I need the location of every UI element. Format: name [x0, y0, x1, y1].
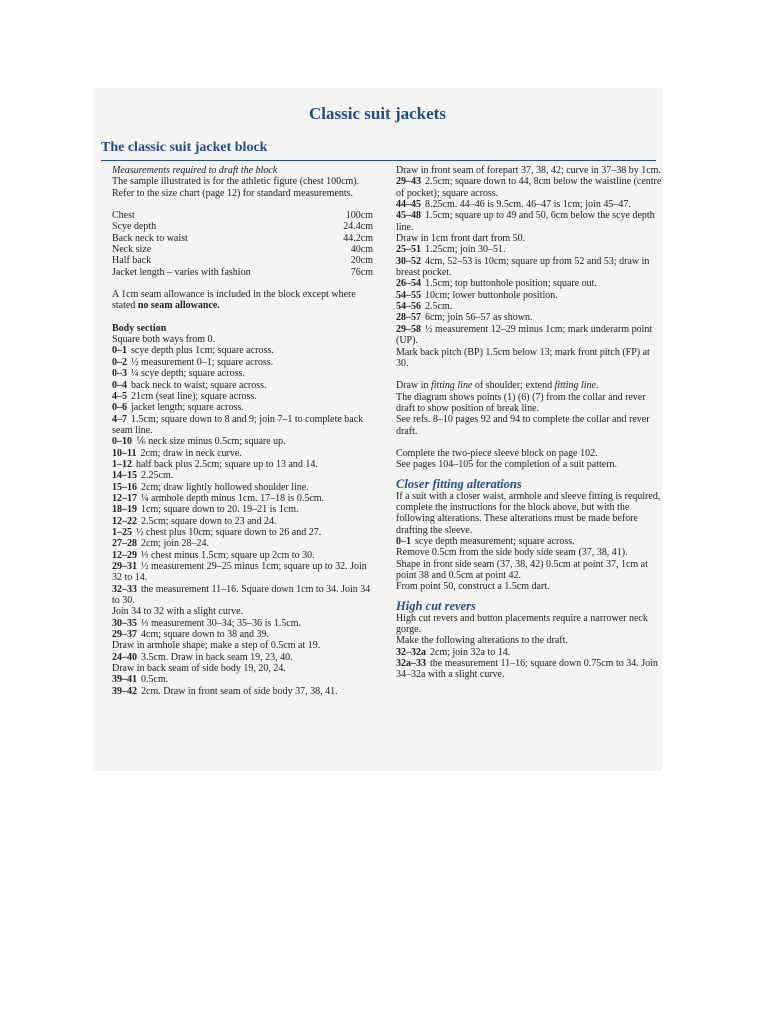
measurements-heading: Measurements required to draft the block	[112, 165, 278, 176]
draft-step	[112, 414, 378, 437]
step-code: 29–31	[112, 561, 137, 572]
draft-step	[112, 391, 378, 402]
left-column	[112, 165, 378, 697]
draft-step	[396, 176, 662, 199]
step-text: 2cm; draw in neck curve.	[140, 447, 242, 459]
step-code: 10–11	[112, 447, 137, 459]
draft-step	[396, 256, 662, 279]
draft-step	[112, 459, 378, 470]
step-text: 3.5cm. Draw in back seam 19, 23, 40.	[141, 651, 293, 663]
fitting-text-c: of shoulder; extend	[474, 380, 553, 392]
draft-step	[112, 538, 378, 549]
step-text: ¼ armhole depth minus 1cm. 17–18 is 0.5cm.	[141, 492, 325, 504]
measurement-label: Back neck to waist	[112, 232, 188, 244]
body-section-heading: Body section	[112, 322, 167, 334]
step-code: 0–1	[112, 345, 127, 357]
step-code: 45–48	[396, 210, 421, 222]
draft-step	[112, 402, 378, 413]
step-code: 25–51	[396, 244, 421, 256]
draft-step	[396, 536, 662, 547]
measurements-list	[112, 210, 378, 278]
forepart-steps-list	[396, 176, 662, 233]
step-text: 1.5cm; square down to 8 and 9; join 7–1 to complete back seam line.	[112, 413, 364, 436]
step-text: ½ measurement 0–1; square across.	[131, 356, 274, 368]
step-text: back neck to waist; square across.	[131, 379, 267, 391]
join-line: Join 34 to 32 with a slight curve.	[112, 606, 244, 618]
step-text: 1.25cm; join 30–51.	[425, 244, 506, 256]
step-code: 28–57	[396, 312, 421, 324]
measurement-value: 44.2cm	[343, 232, 373, 244]
draft-step	[112, 527, 378, 538]
body-section-intro: Square both ways from 0.	[112, 334, 216, 346]
high-cut-heading: High cut revers	[396, 598, 476, 613]
step-text: 10cm; lower buttonhole position.	[425, 289, 558, 301]
remove-line: Remove 0.5cm from the side body side seam (37, 38, 41).	[396, 547, 628, 559]
draft-step	[112, 686, 378, 697]
draft-step	[112, 629, 378, 640]
point50-line: From point 50, construct a 1.5cm dart.	[396, 581, 550, 593]
high-cut-steps-list	[396, 647, 662, 681]
step-code: 39–42	[112, 685, 137, 697]
step-code: 0–6	[112, 402, 127, 414]
step-text: 4cm; square down to 38 and 39.	[141, 629, 270, 641]
step-code: 15–16	[112, 481, 137, 493]
high-cut-make-line: Make the following alterations to the draft.	[396, 635, 568, 647]
draft-step	[112, 470, 378, 481]
measurement-label: Scye depth	[112, 221, 157, 233]
step-code: 29–43	[396, 176, 421, 188]
step-code: 32–32a	[396, 646, 426, 658]
draft-step	[396, 290, 662, 301]
step-text: scye depth measurement; square across.	[415, 535, 575, 547]
measurement-value: 76cm	[350, 266, 373, 278]
step-text: the measurement 11–16; square down 0.75cm to 34. Join 34–32a with a slight curve.	[396, 658, 658, 681]
measurement-label: Half back	[112, 255, 152, 267]
step-text: 2cm. Draw in front seam of side body 37, 38, 41.	[141, 685, 338, 697]
step-code: 32a–33	[396, 658, 426, 670]
seam-allowance-bold: no seam allowance.	[137, 300, 220, 312]
draft-step	[112, 550, 378, 561]
step-text: ½ chest plus 10cm; square down to 26 and 27.	[136, 526, 322, 538]
pitch-line: Mark back pitch (BP) 1.5cm below 13; mark front pitch (FP) at 30.	[396, 346, 650, 369]
step-code: 4–7	[112, 413, 127, 425]
section-heading: The classic suit jacket block	[101, 140, 268, 155]
refs-paragraph: See refs. 8–10 pages 92 and 94 to complete the collar and rever draft.	[396, 414, 650, 437]
seam-allowance-paragraph	[112, 289, 378, 312]
high-cut-paragraph: High cut revers and button placements require a narrower neck gorge.	[396, 612, 648, 636]
measurement-label: Chest	[112, 210, 135, 222]
draft-step	[112, 561, 378, 584]
heading-rule	[101, 160, 656, 161]
draft-step	[112, 482, 378, 493]
draft-step	[112, 652, 378, 663]
draft-step	[112, 357, 378, 368]
closer-steps-list	[396, 536, 662, 547]
step-code: 18–19	[112, 504, 137, 516]
step-text: 4cm, 52–53 is 10cm; square up from 52 and 53; draw in breast pocket.	[396, 255, 650, 279]
measurement-row	[112, 244, 378, 255]
step-code: 1–25	[112, 526, 132, 538]
fitting-text-a: Draw in	[396, 380, 429, 392]
step-text: ½ measurement 29–25 minus 1cm; square up to 32. Join 32 to 14.	[112, 561, 367, 584]
shape-line: Shape in front side seam (37, 38, 42) 0.5cm at point 37, 1cm at point 38 and 0.5cm at point 42.	[396, 558, 648, 581]
step-code: 27–28	[112, 538, 137, 550]
draft-step	[396, 278, 662, 289]
draft-step	[396, 647, 662, 658]
step-code: 0–2	[112, 356, 127, 368]
step-text: 2cm; draw lightly hollowed shoulder line.	[141, 481, 309, 493]
step-code: 24–40	[112, 651, 137, 663]
step-code: 0–3	[112, 368, 127, 380]
measurement-value: 24.4cm	[343, 221, 373, 233]
step-code: 30–52	[396, 255, 421, 267]
seam-allowance-text: A 1cm seam allowance is included in the block except where stated	[112, 289, 356, 312]
step-code: 0–4	[112, 379, 127, 391]
step-code: 54–55	[396, 289, 421, 301]
draft-step	[112, 516, 378, 527]
draft-step	[396, 312, 662, 323]
draft-step	[396, 210, 662, 233]
measurement-row	[112, 210, 378, 221]
draft-step	[396, 301, 662, 312]
diagram-paragraph: The diagram shows points (1) (6) (7) from the collar and rever draft to show position of break line.	[396, 391, 646, 414]
step-code: 29–37	[112, 629, 137, 641]
step-code: 26–54	[396, 278, 421, 290]
measurement-value: 40cm	[350, 244, 373, 256]
page-title: Classic suit jackets	[309, 104, 446, 123]
draft-step	[112, 380, 378, 391]
step-code: 12–22	[112, 515, 137, 527]
measurement-row	[112, 267, 378, 278]
step-text: 1.5cm; top buttonhole position; square out.	[425, 278, 597, 290]
step-text: 2.5cm.	[425, 301, 453, 313]
measurement-row	[112, 255, 378, 266]
draft-step	[112, 448, 378, 459]
front-seam-paragraph: Draw in front seam of forepart 37, 38, 42; curve in 37–38 by 1cm.	[396, 165, 661, 176]
draft-step	[112, 618, 378, 629]
step-text: scye depth plus 1cm; square across.	[131, 345, 274, 357]
step-text: 0.5cm.	[141, 674, 169, 686]
draft-step	[112, 674, 378, 685]
intro-paragraph: The sample illustrated is for the athletic figure (chest 100cm). Refer to the size chart (page 12) for standard measurements.	[112, 176, 360, 199]
step-code: 1–12	[112, 458, 132, 470]
draft-step	[396, 244, 662, 255]
measurement-row	[112, 221, 378, 232]
step-text: 2.5cm; square down to 23 and 24.	[141, 515, 277, 527]
body-steps-list-2	[112, 618, 378, 641]
draft-step	[396, 658, 662, 681]
step-text: 6cm; join 56–57 as shown.	[425, 312, 533, 324]
fitting-line-paragraph	[396, 380, 662, 391]
step-code: 12–17	[112, 492, 137, 504]
step-text: 21cm (seat line); square across.	[131, 390, 257, 402]
armhole-line: Draw in armhole shape; make a step of 0.5cm at 19.	[112, 640, 321, 652]
step-text: 1.5cm; square up to 49 and 50, 6cm below the scye depth line.	[396, 210, 655, 233]
step-text: 1cm; square down to 20. 19–21 is 1cm.	[141, 504, 299, 516]
step-code: 0–1	[396, 535, 411, 547]
forepart-steps-list-2	[396, 244, 662, 346]
draft-step	[396, 324, 662, 347]
step-code: 30–35	[112, 617, 137, 629]
closer-fitting-heading: Closer fitting alterations	[396, 476, 522, 491]
step-code: 44–45	[396, 199, 421, 211]
step-text: the measurement 11–16. Square down 1cm to 34. Join 34 to 30.	[112, 583, 371, 607]
step-text: 8.25cm. 44–46 is 9.5cm. 46–47 is 1cm; join 45–47.	[425, 199, 631, 211]
step-text: ⅓ measurement 30–34; 35–36 is 1.5cm.	[141, 617, 301, 629]
step-code: 29–58	[396, 323, 421, 335]
dart-line: Draw in 1cm front dart from 50.	[396, 233, 526, 245]
step-text: 2cm; join 28–24.	[141, 538, 210, 550]
step-text: ¼ scye depth; square across.	[131, 368, 245, 380]
document-page	[93, 88, 662, 771]
step-text: 2.25cm.	[141, 470, 174, 482]
step-code: 0–10	[112, 436, 132, 448]
step-code: 4–5	[112, 390, 127, 402]
step-text: half back plus 2.5cm; square up to 13 and 14.	[136, 458, 318, 470]
backseam-line: Draw in back seam of side body 19, 20, 24.	[112, 663, 286, 675]
fitting-text-d: fitting line.	[554, 380, 599, 392]
step-code: 32–33	[112, 583, 137, 595]
draft-step	[112, 368, 378, 379]
measurement-label: Neck size	[112, 244, 152, 256]
step-code: 14–15	[112, 470, 137, 482]
measurement-value: 100cm	[345, 210, 373, 222]
measurement-value: 20cm	[350, 255, 373, 267]
body-steps-list-4	[112, 674, 378, 697]
measurement-label: Jacket length – varies with fashion	[112, 266, 251, 278]
step-text: ½ measurement 12–29 minus 1cm; mark underarm point (UP).	[396, 323, 653, 347]
draft-step	[112, 436, 378, 447]
closer-fitting-paragraph: If a suit with a closer waist, armhole and sleeve fitting is required, complete the instructions for the block above, but with the following alterations. These alterations must be made before drafting the sleeve.	[396, 490, 661, 536]
draft-step	[396, 199, 662, 210]
body-steps-list	[112, 345, 378, 606]
step-code: 54–56	[396, 301, 421, 313]
draft-step	[112, 584, 378, 607]
step-code: 39–41	[112, 674, 137, 686]
pages-paragraph: See pages 104–105 for the completion of a suit pattern.	[396, 459, 618, 471]
step-text: jacket length; square across.	[131, 402, 244, 414]
draft-step	[112, 345, 378, 356]
right-column	[396, 165, 662, 681]
step-text: 2.5cm; square down to 44, 8cm below the waistline (centre of pocket); square across.	[396, 176, 662, 199]
body-steps-list-3	[112, 652, 378, 663]
step-text: 2cm; join 32a to 14.	[430, 646, 511, 658]
draft-step	[112, 493, 378, 504]
measurement-row	[112, 233, 378, 244]
step-text: ⅙ neck size minus 0.5cm; square up.	[136, 436, 286, 448]
sleeve-paragraph: Complete the two-piece sleeve block on page 102.	[396, 447, 598, 459]
step-code: 12–29	[112, 549, 137, 561]
draft-step	[112, 504, 378, 515]
step-text: ⅓ chest minus 1.5cm; square up 2cm to 30.	[141, 549, 315, 561]
fitting-text-b: fitting line	[431, 380, 473, 392]
